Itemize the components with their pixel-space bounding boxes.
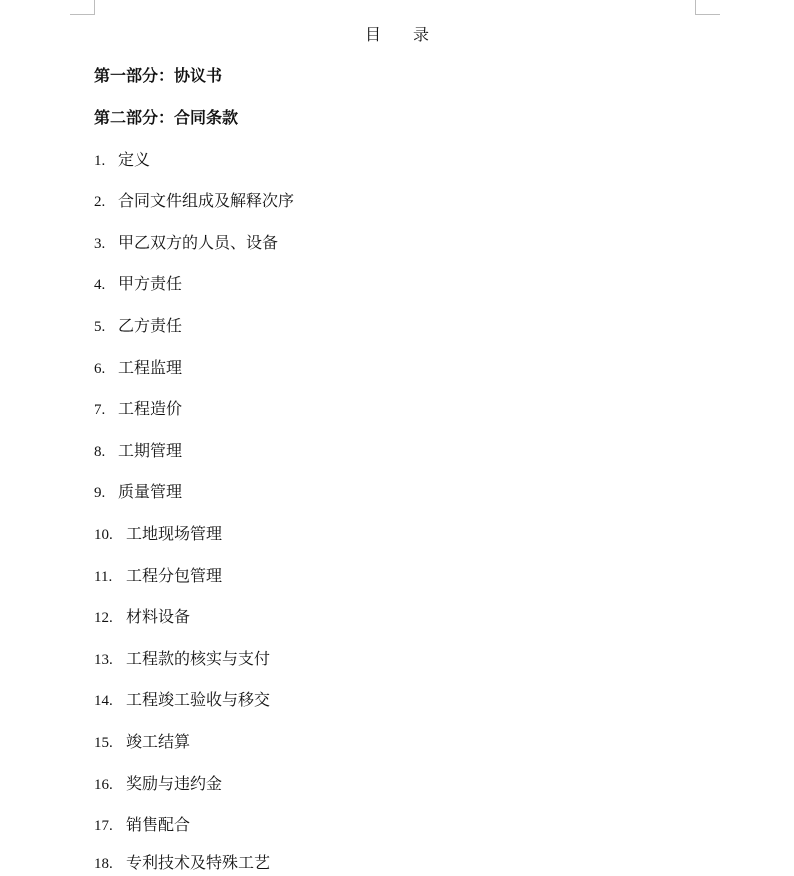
page-corner-mark-left	[70, 0, 95, 15]
toc-item-2[interactable]	[94, 190, 294, 212]
toc-section-label: 第二部分：合同条款	[94, 108, 239, 127]
toc-item-label: 甲方责任	[118, 274, 183, 293]
toc-item-number: 14.	[94, 693, 113, 709]
toc-item-number: 11.	[94, 569, 113, 585]
toc-item-number: 7.	[94, 402, 106, 418]
toc-item-label: 专利技术及特殊工艺	[126, 853, 271, 872]
toc-item-number: 1.	[94, 153, 106, 169]
toc-item-label: 定义	[118, 150, 151, 169]
toc-item-8[interactable]	[94, 440, 182, 462]
toc-item-number: 17.	[94, 818, 113, 834]
toc-item-3[interactable]	[94, 232, 278, 254]
toc-item-number: 6.	[94, 361, 106, 377]
toc-item-label: 销售配合	[126, 815, 191, 834]
toc-item-17[interactable]	[94, 814, 190, 836]
toc-item-18[interactable]	[94, 852, 270, 874]
toc-item-14[interactable]	[94, 689, 270, 711]
page-corner-mark-right	[695, 0, 720, 15]
toc-item-number: 18.	[94, 856, 113, 872]
toc-item-number: 9.	[94, 485, 106, 501]
toc-item-label: 工程造价	[118, 399, 183, 418]
toc-item-number: 4.	[94, 277, 106, 293]
toc-item-4[interactable]	[94, 273, 182, 295]
toc-item-label: 合同文件组成及解释次序	[118, 191, 295, 210]
toc-item-7[interactable]	[94, 398, 182, 420]
toc-item-15[interactable]	[94, 731, 190, 753]
toc-item-number: 10.	[94, 527, 113, 543]
toc-item-label: 奖励与违约金	[126, 774, 223, 793]
toc-item-label: 工程监理	[118, 358, 183, 377]
toc-item-11[interactable]	[94, 565, 222, 587]
toc-item-label: 工程款的核实与支付	[126, 649, 271, 668]
toc-item-9[interactable]	[94, 481, 182, 503]
toc-section-part-2[interactable]	[94, 107, 238, 129]
toc-item-6[interactable]	[94, 357, 182, 379]
toc-item-label: 工程分包管理	[126, 566, 223, 585]
toc-item-label: 甲乙双方的人员、设备	[118, 233, 279, 252]
toc-item-number: 2.	[94, 194, 106, 210]
toc-item-number: 12.	[94, 610, 113, 626]
toc-item-label: 质量管理	[118, 482, 183, 501]
toc-item-12[interactable]	[94, 606, 190, 628]
toc-item-number: 3.	[94, 236, 106, 252]
toc-item-1[interactable]	[94, 149, 150, 171]
toc-item-label: 工地现场管理	[126, 524, 223, 543]
toc-item-number: 13.	[94, 652, 113, 668]
toc-item-number: 5.	[94, 319, 106, 335]
toc-item-number: 8.	[94, 444, 106, 460]
toc-item-label: 材料设备	[126, 607, 191, 626]
toc-section-label: 第一部分：协议书	[94, 66, 223, 85]
toc-title: 目 录	[364, 25, 429, 44]
toc-item-label: 乙方责任	[118, 316, 183, 335]
toc-item-16[interactable]	[94, 773, 222, 795]
toc-item-10[interactable]	[94, 523, 222, 545]
toc-item-label: 工期管理	[118, 441, 183, 460]
toc-section-part-1[interactable]	[94, 65, 222, 87]
toc-item-label: 工程竣工验收与移交	[126, 690, 271, 709]
toc-item-number: 15.	[94, 735, 113, 751]
toc-item-13[interactable]	[94, 648, 270, 670]
toc-item-number: 16.	[94, 777, 113, 793]
toc-item-label: 竣工结算	[126, 732, 191, 751]
toc-item-5[interactable]	[94, 315, 182, 337]
